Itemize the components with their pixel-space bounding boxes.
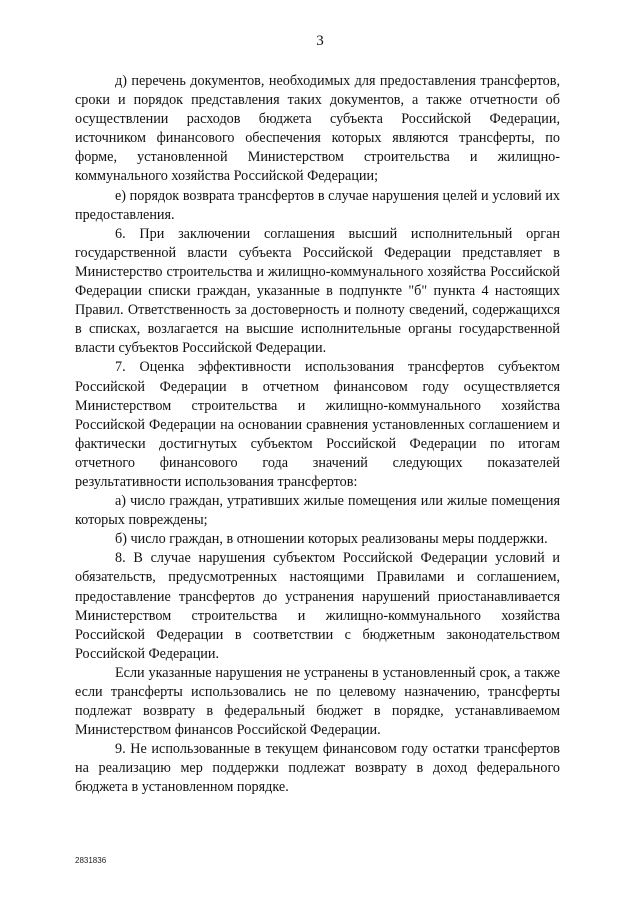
paragraph-a-citizens-lost-housing: а) число граждан, утративших жилые помещения или жилые помещения которых повреждены; <box>75 493 560 529</box>
footer-document-code: 2831836 <box>75 856 107 865</box>
page-number: 3 <box>316 33 324 49</box>
document-body <box>75 72 560 798</box>
paragraph-violations-not-remedied: Если указанные нарушения не устранены в установленный срок, а также если трансферты использовались не по целевому назначению, трансферты подлежат возврату в федеральный бюджет в порядке, устанавливаемом Министерством финансов Российской Федерации. <box>75 664 560 739</box>
paragraph-7-efficiency-evaluation: 7. Оценка эффективности использования трансфертов субъектом Российской Федерации в отчетном финансовом году осуществляется Министерством строительства и жилищно-коммунального хозяйства Российской Федерации на основании сравнения установленных соглашением и фактически достигнутых субъектом Российской Федерации по итогам отчетного финансового года значений следующих показателей результативности использования трансфертов: <box>75 359 560 490</box>
paragraph-d-documents-list: д) перечень документов, необходимых для предоставления трансфертов, сроки и порядок представления таких документов, а также отчетности об осуществлении расходов бюджета субъекта Российской Федерации, источником финансового обеспечения которых являются трансферты, по форме, установленной Министерством строительства и жилищно-коммунального хозяйства Российской Федерации; <box>75 73 560 185</box>
paragraph-6-citizen-lists: 6. При заключении соглашения высший исполнительный орган государственной власти субъекта Российской Федерации представляет в Министерство строительства и жилищно-коммунального хозяйства Российской Федерации списки граждан, указанные в подпункте "б" пункта 4 настоящих Правил. Ответственность за достоверность и полноту сведений, содержащихся в списках, возлагается на высшие исполнительные органы государственной власти субъектов Российской Федерации. <box>75 225 560 357</box>
paragraph-8-violations: 8. В случае нарушения субъектом Российской Федерации условий и обязательств, предусмотренных настоящими Правилами и соглашением, предоставление трансфертов до устранения нарушений приостанавливается Министерством строительства и жилищно-коммунального хозяйства Российской Федерации в соответствии с бюджетным законодательством Российской Федерации. <box>75 550 560 662</box>
paragraph-b-citizens-supported: б) число граждан, в отношении которых реализованы меры поддержки. <box>115 531 548 548</box>
paragraph-9-unused-balances: 9. Не использованные в текущем финансовом году остатки трансфертов на реализацию мер поддержки подлежат возврату в доход федерального бюджета в установленном порядке. <box>75 741 560 796</box>
paragraph-e-return-procedure: е) порядок возврата трансфертов в случае нарушения целей и условий их предоставления. <box>75 187 560 223</box>
